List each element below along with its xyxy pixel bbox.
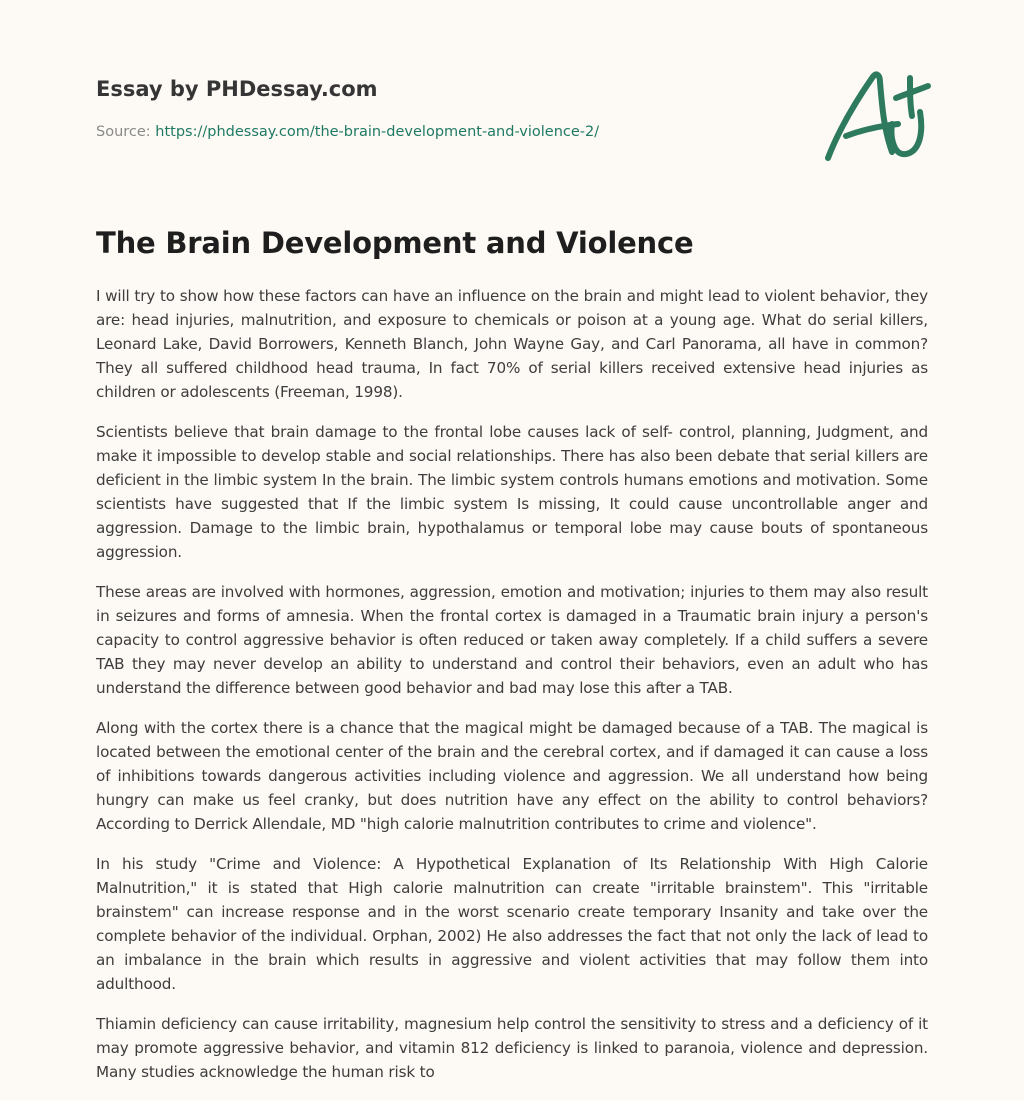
essay-paragraph: Scientists believe that brain damage to the frontal lobe causes lack of self- control, planning, Judgment, and make it impossible to develop stable and social relationships. There has also been debate that serial killers are deficient in the limbic system In the brain. The limbic system controls humans emotions and motivation. Some scientists have suggested that If the limbic system Is missing, It could cause uncontrollable anger and aggression. Damage to the limbic brain, hypothalamus or temporal lobe may cause bouts of spontaneous aggression.	[96, 423, 928, 561]
essay-body	[96, 284, 928, 1100]
source-label: Source:	[96, 124, 156, 140]
essay-paragraph: These areas are involved with hormones, aggression, emotion and motivation; injuries to them may also result in seizures and forms of amnesia. When the frontal cortex is damaged in a Traumatic brain injury a person's capacity to control aggressive behavior is often reduced or taken away completely. If a child suffers a severe TAB they may never develop an ability to understand and control their behaviors, even an adult who has understand the difference between good behavior and bad may lose this after a TAB.	[96, 583, 928, 697]
essay-header	[96, 0, 928, 200]
essay-paragraph: I will try to show how these factors can have an influence on the brain and might lead to violent behavior, they are: head injuries, malnutrition, and exposure to chemicals or poison at a young age. What do serial killers, Leonard Lake, David Borrowers, Kenneth Blanch, John Wayne Gay, and Carl Panorama, all have in common? They all suffered childhood head trauma, In fact 70% of serial killers received extensive head injuries as children or adolescents (Freeman, 1998).	[96, 287, 928, 401]
a-plus-grade-icon	[822, 66, 932, 166]
brand-title: Essay by PHDessay.com	[96, 77, 378, 101]
essay-paragraph: Along with the cortex there is a chance that the magical might be damaged because of a TAB. The magical is located between the emotional center of the brain and the cerebral cortex, and if damaged it can cause a loss of inhibitions towards dangerous activities including violence and aggression. We all understand how being hungry can make us feel cranky, but does nutrition have any effect on the ability to control behaviors? According to Derrick Allendale, MD "high calorie malnutrition contributes to crime and violence".	[96, 719, 928, 833]
source-line	[96, 124, 599, 140]
essay-paragraph: Thiamin deficiency can cause irritability, magnesium help control the sensitivity to stress and a deficiency of it may promote aggressive behavior, and vitamin 812 deficiency is linked to paranoia, violence and depression. Many studies acknowledge the human risk to	[96, 1015, 928, 1081]
essay-title: The Brain Development and Violence	[96, 226, 694, 260]
source-link[interactable]: https://phdessay.com/the-brain-development-and-violence-2/	[155, 124, 600, 140]
essay-paragraph: In his study "Crime and Violence: A Hypothetical Explanation of Its Relationship With High Calorie Malnutrition," it is stated that High calorie malnutrition can create "irritable brainstem". This "irritable brainstem" can increase response and in the worst scenario create temporary Insanity and take over the complete behavior of the individual. Orphan, 2002) He also addresses the fact that not only the lack of lead to an imbalance in the brain which results in aggressive and violent activities that may follow them into adulthood.	[96, 855, 928, 993]
